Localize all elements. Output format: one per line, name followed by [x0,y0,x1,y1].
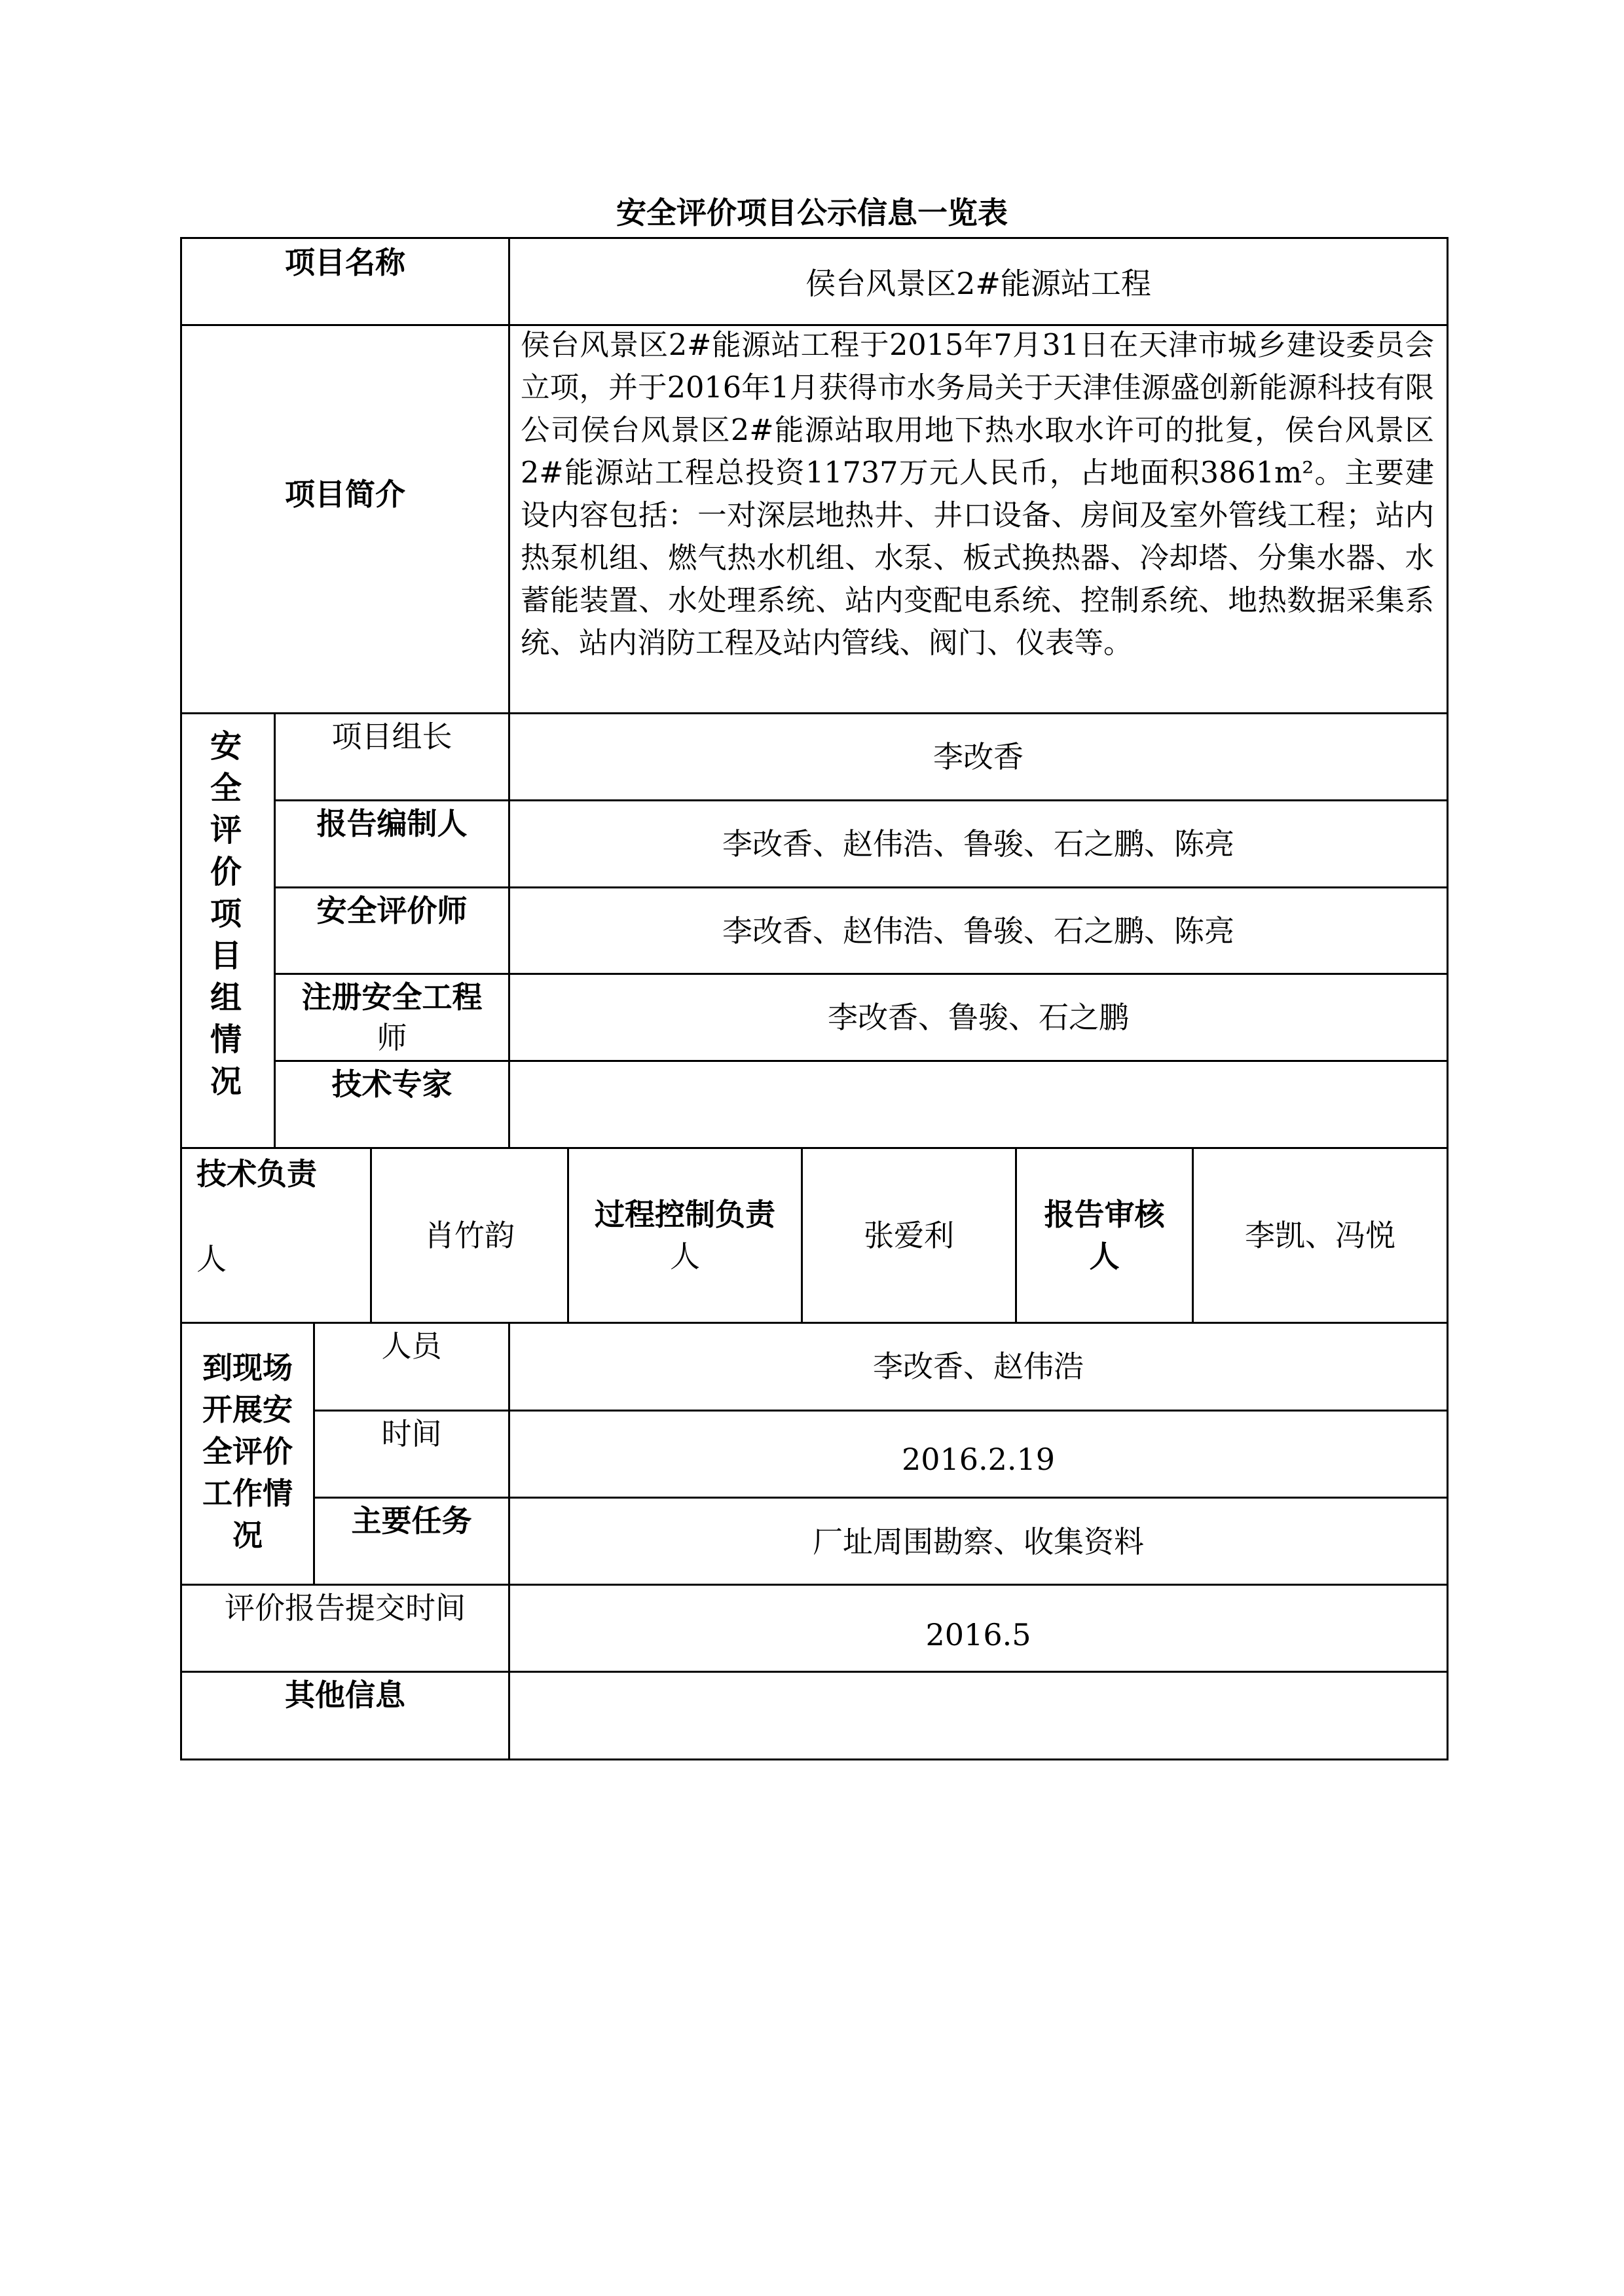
team-label-char: 情 [210,1021,242,1058]
row-divider [313,1497,1449,1499]
process-lead-label-line1: 过程控制负责 [595,1197,775,1232]
team-label-char: 全 [210,770,242,807]
row-divider [180,1584,1449,1586]
experts-label: 技术专家 [331,1066,452,1102]
site-work-label-line: 工作情 [202,1476,293,1511]
team-label-char: 目 [210,938,242,974]
row-divider [274,799,1449,801]
site-work-label-line: 开展安 [202,1392,293,1427]
table-border-right [1447,237,1449,1760]
team-label-char: 评 [210,812,242,848]
experts-value [510,1082,1447,1127]
project-intro-text: 侯台风景区2#能源站工程于2015年7月31日在天津市城乡建设委员会立项，并于2016年1月获得市水务局关于天津佳源盛创新能源科技有限公司侯台风景区2#能源站取用地下热水取水许可的批复，侯台风景区2#能源站工程总投资11737万元人民币，占地面积3861m²。主要建设内容包括：一对深层地热井、井口设备、房间及室外管线工程；站内热泵机组、燃气热水机组、水泵、板式换热器、冷却塔、分集水器、水蓄能装置、水处理系统、站内变配电系统、控制系统、地热数据采集系统、站内消防工程及站内管线、阀门、仪表等。 [521,329,1434,660]
tech-lead-label-line2: 人 [196,1241,227,1277]
people-label: 人员 [381,1328,442,1364]
engineers-label-line1: 注册安全工程 [301,979,483,1015]
engineers-label-line2: 师 [377,1020,407,1055]
row-divider [180,1671,1449,1673]
engineers-value: 李改香、鲁骏、石之鹏 [828,1000,1129,1035]
table-border-top [180,237,1449,239]
people-value: 李改香、赵伟浩 [873,1349,1084,1384]
tech-lead-label-line1: 技术负责 [196,1156,317,1192]
other-info-label: 其他信息 [285,1677,405,1713]
evaluators-label: 安全评价师 [316,893,468,928]
reviewer-value: 李凯、冯悦 [1245,1218,1395,1253]
site-work-label-line: 到现场 [202,1350,293,1385]
other-info-value [510,1693,1447,1739]
reviewer-label-line2: 人 [1089,1239,1120,1274]
process-lead-label-line2: 人 [670,1239,700,1274]
leader-value: 李改香 [933,739,1024,774]
team-label-char: 价 [210,854,242,890]
row-divider [274,1060,1449,1062]
submit-time-value: 2016.5 [925,1617,1031,1652]
table-border-bottom [180,1758,1449,1760]
team-label-char: 安 [210,728,242,765]
project-name-value: 侯台风景区2#能源站工程 [805,266,1151,301]
process-lead-value: 张爱利 [864,1218,954,1253]
page-title: 安全评价项目公示信息一览表 [616,195,1008,230]
time-label: 时间 [381,1416,442,1451]
evaluators-value: 李改香、赵伟浩、鲁骏、石之鹏、陈亮 [722,913,1234,949]
task-label: 主要任务 [351,1503,472,1539]
team-section-label [183,725,268,1102]
tech-lead-value: 肖竹韵 [424,1218,515,1253]
row-divider [180,712,1449,714]
row-divider [274,886,1449,888]
row-divider [313,1410,1449,1412]
row-divider [274,973,1449,975]
team-label-char: 组 [210,979,242,1016]
leader-label: 项目组长 [331,719,452,754]
site-work-label-line: 况 [232,1518,263,1553]
project-name-label: 项目名称 [285,245,405,280]
reviewer-label-line1: 报告审核 [1044,1197,1165,1232]
authors-label: 报告编制人 [316,806,468,841]
submit-time-label: 评价报告提交时间 [225,1590,466,1626]
team-label-char: 项 [210,896,242,932]
team-label-char: 况 [210,1063,242,1100]
project-intro-label: 项目简介 [285,477,405,512]
time-value: 2016.2.19 [901,1442,1056,1477]
authors-value: 李改香、赵伟浩、鲁骏、石之鹏、陈亮 [722,826,1234,862]
site-work-label-line: 全评价 [202,1434,293,1469]
task-value: 厂址周围勘察、收集资料 [813,1524,1144,1559]
